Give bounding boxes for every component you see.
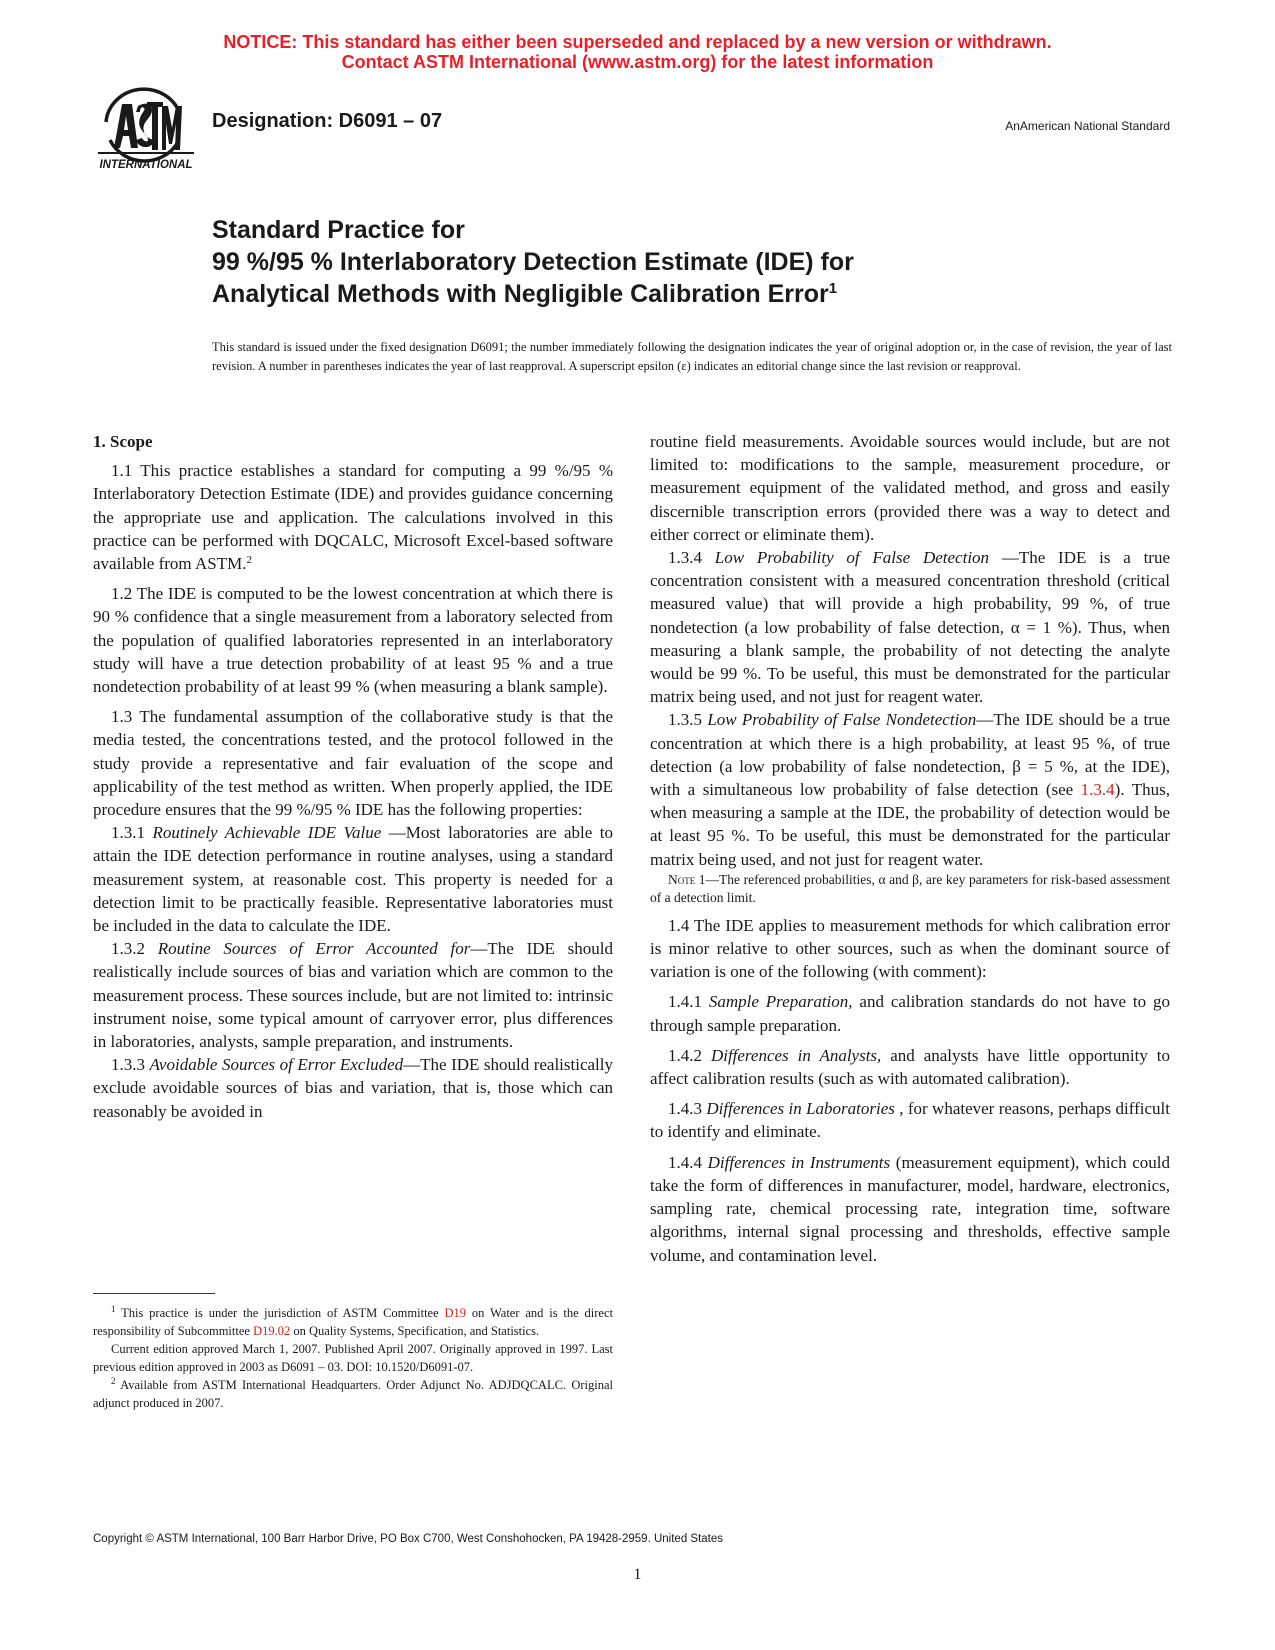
para-1-4-1-title: Sample Preparation, [708, 992, 853, 1012]
committee-link-d19[interactable]: D19 [444, 1306, 467, 1320]
notice-line-2: Contact ASTM International (www.astm.org) for the latest information [341, 52, 934, 72]
para-1-3-3-text: —The IDE should realistically exclude avoidable sources of bias and variation, that is, those which can reasonably be avoided in [93, 1055, 613, 1121]
note-1 [650, 871, 1170, 907]
footnote-1-text-b: on Water and is the direct responsibility of Subcommittee [93, 1306, 613, 1338]
footnote-2 [93, 1376, 613, 1412]
withdrawn-notice [0, 32, 1275, 72]
copyright-line: Copyright © ASTM International, 100 Barr Harbor Drive, PO Box C700, West Conshohocken, PA 19428-2959. United States [93, 1533, 724, 1545]
para-1-4-4 [650, 1151, 1170, 1267]
note-1-label: Note 1 [668, 871, 706, 887]
footnote-1-text-a: This practice is under the jurisdiction of ASTM Committee [115, 1306, 445, 1320]
para-1-4-1-text: and calibration standards do not have to go through sample preparation. [650, 992, 1170, 1035]
footnotes [93, 1304, 613, 1412]
para-1-2: 1.2 The IDE is computed to be the lowest concentration at which there is 90 % confidence that a single measurement from a laboratory selected from the population of qualified laboratories represented in an interlaboratory study will have a true detection probability of at least 95 % and a true nondetection probability of at least 99 % (when measuring a blank sample). [93, 584, 613, 697]
para-1-3-4 [650, 546, 1170, 708]
para-1-4-4-text: (measurement equipment), which could take the form of differences in manufacturer, model, hardware, electronics, sampling rate, chemical processing rate, integration time, software algorithms, internal signal processing and thresholds, effective sample volume, and contamination level. [650, 1152, 1170, 1265]
american-national-standard-label: AnAmerican National Standard [1005, 119, 1170, 133]
footnote-1 [93, 1304, 613, 1340]
footnote-1-edition: Current edition approved March 1, 2007. Published April 2007. Originally approved in 1997. Last previous edition approved in 2003 as D6091 – 03. DOI: 10.1520/D6091-07. [93, 1342, 613, 1374]
para-1-3-5-text-b: ). Thus, when measuring a sample at the IDE, the probability of detection would be at least 95 %. To be useful, this must be demonstrated for the particular matrix being used, and not just for reagent water. [650, 780, 1170, 869]
document-title [212, 214, 1172, 310]
para-1-3: 1.3 The fundamental assumption of the collaborative study is that the media tested, the concentrations tested, and the protocol followed in the study provide a representative and fair evaluation of the scope and applicability of the test method as written. When properly applied, the IDE procedure ensures that the 99 %/95 % IDE has the following properties: [93, 707, 613, 820]
para-1-3-1 [93, 821, 613, 937]
para-1-3-5 [650, 708, 1170, 870]
section-link-1-3-4[interactable]: 1.3.4 [1080, 780, 1115, 800]
left-column [93, 430, 613, 1123]
para-1-4-1 [650, 990, 1170, 1036]
page-number: 1 [633, 1566, 642, 1583]
para-1-3-4-num: 1.3.4 [668, 548, 702, 568]
notice-line-1: NOTICE: This standard has either been superseded and replaced by a new version or withdrawn. [223, 32, 1052, 52]
para-1-3-3-num: 1.3.3 [111, 1055, 145, 1075]
para-1-4-2-title: Differences in Analysts, [710, 1045, 882, 1065]
para-1-4: 1.4 The IDE applies to measurement methods for which calibration error is minor relative to other sources, such as when the dominant source of variation is one of the following (with comment): [650, 915, 1170, 982]
para-1-3-3 [93, 1053, 613, 1123]
para-1-3-3-title: Avoidable Sources of Error Excluded [149, 1055, 404, 1075]
astm-logo [92, 84, 200, 174]
logo-text: INTERNATIONAL [99, 159, 193, 171]
para-1-4-2 [650, 1044, 1170, 1090]
para-1-3-2-num: 1.3.2 [111, 939, 145, 959]
para-1-3-2-text: —The IDE should realistically include sources of bias and variation which are common to the measurement process. These sources include, but are not limited to: intrinsic instrument noise, some typical amount of carryover error, plus differences in laboratories, analysts, sample preparation, and instruments. [93, 939, 614, 1052]
title-footnote-ref: 1 [828, 280, 838, 297]
para-1-3-2 [93, 937, 613, 1053]
para-1-3-1-title: Routinely Achievable IDE Value [152, 823, 382, 843]
title-line-1: Standard Practice for [212, 216, 465, 244]
footnote-2-text: Available from ASTM International Headquarters. Order Adjunct No. ADJDQCALC. Original adjunct produced in 2007. [93, 1378, 613, 1410]
right-column [650, 430, 1170, 1267]
para-1-4-4-num: 1.4.4 [668, 1152, 702, 1172]
para-1-3-2-title: Routine Sources of Error Accounted for [157, 939, 471, 959]
footnote-ref-2: 2 [246, 554, 252, 567]
para-1-3-4-title: Low Probability of False Detection [714, 548, 990, 568]
footnote-1-text-c: on Quality Systems, Specification, and Statistics. [290, 1324, 540, 1338]
para-1-4-1-num: 1.4.1 [668, 992, 702, 1012]
note-1-text: —The referenced probabilities, α and β, are key parameters for risk-based assessment of a detection limit. [650, 871, 1170, 905]
designation: Designation: D6091 – 07 [212, 110, 443, 132]
section-heading-scope: 1. Scope [93, 432, 153, 451]
para-1-4-3-title: Differences in Laboratories [706, 1099, 895, 1119]
para-1-3-1-num: 1.3.1 [111, 823, 145, 843]
para-1-3-5-title: Low Probability of False Nondetection [707, 710, 977, 730]
para-1-1-text: 1.1 This practice establishes a standard for computing a 99 %/95 % Interlaboratory Detection Estimate (IDE) and provides guidance concerning the appropriate use and application. The calculations involved in this practice can be performed with DQCALC, Microsoft Excel-based software available from ASTM. [93, 461, 613, 574]
title-line-3: Analytical Methods with Negligible Calibration Error [212, 280, 829, 308]
footnote-divider [93, 1293, 215, 1294]
title-line-2: 99 %/95 % Interlaboratory Detection Estimate (IDE) for [212, 248, 854, 276]
para-1-4-2-text: and analysts have little opportunity to affect calibration results (such as with automated calibration). [650, 1045, 1171, 1089]
issue-note: This standard is issued under the fixed designation D6091; the number immediately following the designation indicates the year of original adoption or, in the case of revision, the year of last revision. A number in parentheses indicates the year of last reapproval. A superscript epsilon (ε) indicates an editorial change since the last revision or reapproval. [212, 340, 1172, 373]
para-1-1 [93, 459, 613, 575]
para-1-4-3-num: 1.4.3 [668, 1099, 702, 1119]
para-1-4-3-text: , for whatever reasons, perhaps difficult to identify and eliminate. [650, 1099, 1170, 1142]
subcommittee-link-d19-02[interactable]: D19.02 [253, 1324, 291, 1338]
para-1-3-3-continued: routine field measurements. Avoidable sources would include, but are not limited to: modifications to the sample, measurement procedure, or measurement equipment of the validated method, and gross and easily discernible transcription errors (provided there was a way to detect and either correct or eliminate them). [650, 432, 1170, 544]
para-1-4-3 [650, 1097, 1170, 1143]
footnote-1-marker: 1 [111, 1304, 116, 1314]
para-1-3-5-text-a: —The IDE should be a true concentration at which there is a high probability, at least 95 %, of true detection (a low probability of false nondetection, β = 5 %, at the IDE), with a simultaneous low probability of false detection (see [650, 710, 1170, 800]
para-1-4-4-title: Differences in Instruments [707, 1152, 891, 1172]
para-1-3-5-num: 1.3.5 [668, 710, 702, 730]
para-1-4-2-num: 1.4.2 [668, 1045, 702, 1065]
para-1-3-4-text: —The IDE is a true concentration consistent with a measured concentration threshold (critical measured value) that will provide a high probability, 99 %, of true nondetection (a low probability of false detection, α = 1 %). Thus, when measuring a blank sample, the probability of not detecting the analyte would be 99 %. To be useful, this must be demonstrated for the particular matrix being used, and not just for reagent water. [650, 548, 1170, 707]
para-1-3-1-text: —Most laboratories are able to attain the IDE detection performance in routine analyses, using a standard measurement system, at reasonable cost. This property is needed for a detection limit to be practically feasible. Representative laboratories must be included in the data to calculate the IDE. [93, 823, 613, 936]
footnote-2-marker: 2 [111, 1376, 116, 1386]
